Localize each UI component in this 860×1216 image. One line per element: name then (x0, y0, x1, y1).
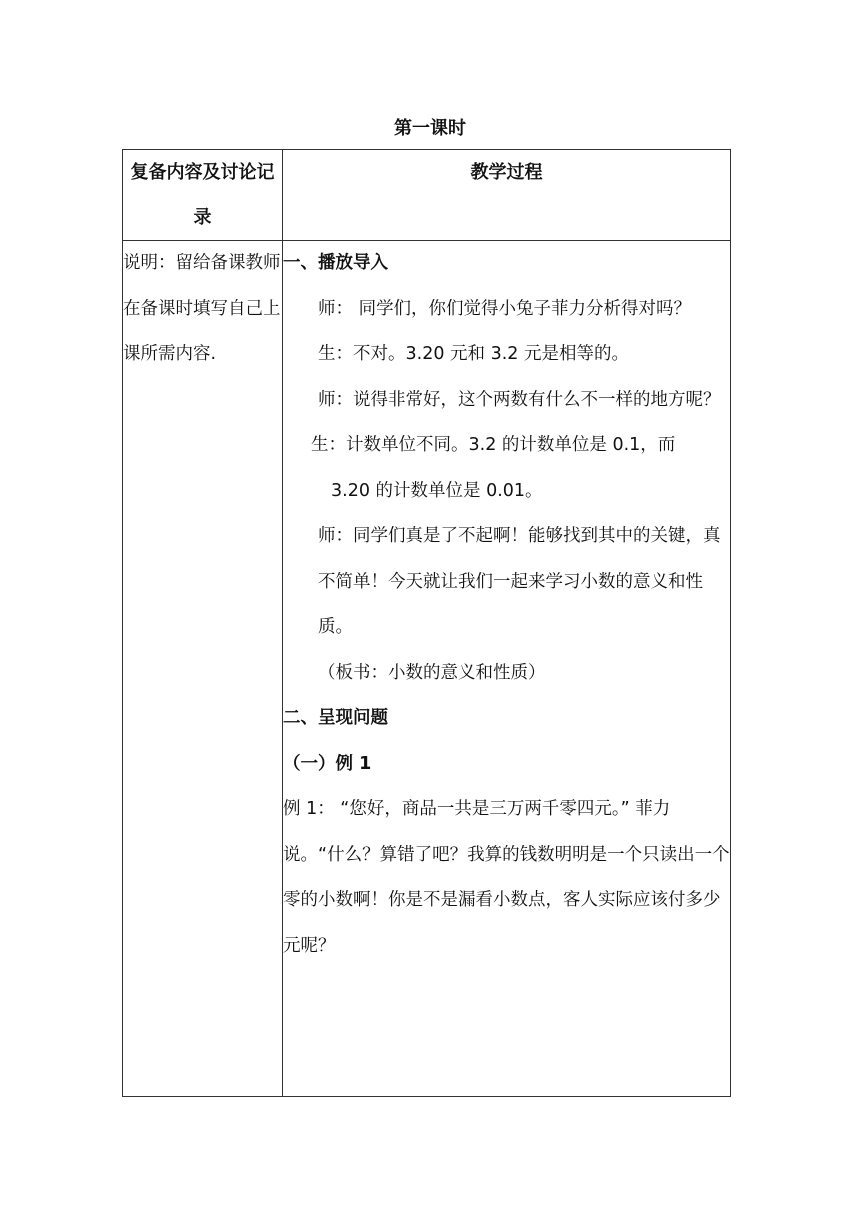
teaching-process-cell (283, 241, 731, 1097)
page-title: 第一课时 (394, 118, 466, 139)
subsection-title-example1: （一）例 1 (283, 753, 372, 774)
left-note-text: 说明：留给备课教师在备课时填写自己上课所需内容. (123, 253, 281, 364)
table-header-row (123, 150, 731, 241)
notes-cell (123, 241, 283, 1097)
header-right-label: 教学过程 (470, 162, 543, 183)
dialogue-teacher-2: 师：说得非常好，这个两数有什么不一样的地方呢？ (318, 389, 721, 410)
dialogue-student-2-line1: 生：计数单位不同。3.2 的计数单位是 0.1，而 (311, 435, 676, 455)
header-right-cell (283, 150, 731, 241)
dialogue-student-2-line2: 3.20 的计数单位是 0.01。 (331, 480, 543, 501)
table-body-row (123, 241, 731, 1097)
example1-text: 例 1： “您好，商品一共是三万两千零四元。” 菲力说。“什么？算错了吧？我算的钱数明明是一个只读出一个零的小数啊！你是不是漏看小数点，客人实际应该付多少元呢？ (283, 799, 730, 956)
dialogue-teacher-1: 师： 同学们，你们觉得小兔子菲力分析得对吗？ (318, 298, 692, 319)
section-title-problem: 二、呈现问题 (283, 708, 388, 728)
section-title-intro: 一、播放导入 (283, 253, 388, 273)
dialogue-student-1: 生：不对。3.20 元和 3.2 元是相等的。 (318, 344, 629, 364)
lesson-plan-table (122, 149, 731, 1097)
header-left-cell (123, 150, 283, 241)
dialogue-teacher-3: 师：同学们真是了不起啊！能够找到其中的关键，真不简单！今天就让我们一起来学习小数的意义和性质。 (318, 526, 721, 637)
header-left-label: 复备内容及讨论记录 (130, 162, 275, 228)
blackboard-note: （板书：小数的意义和性质） (318, 662, 546, 683)
